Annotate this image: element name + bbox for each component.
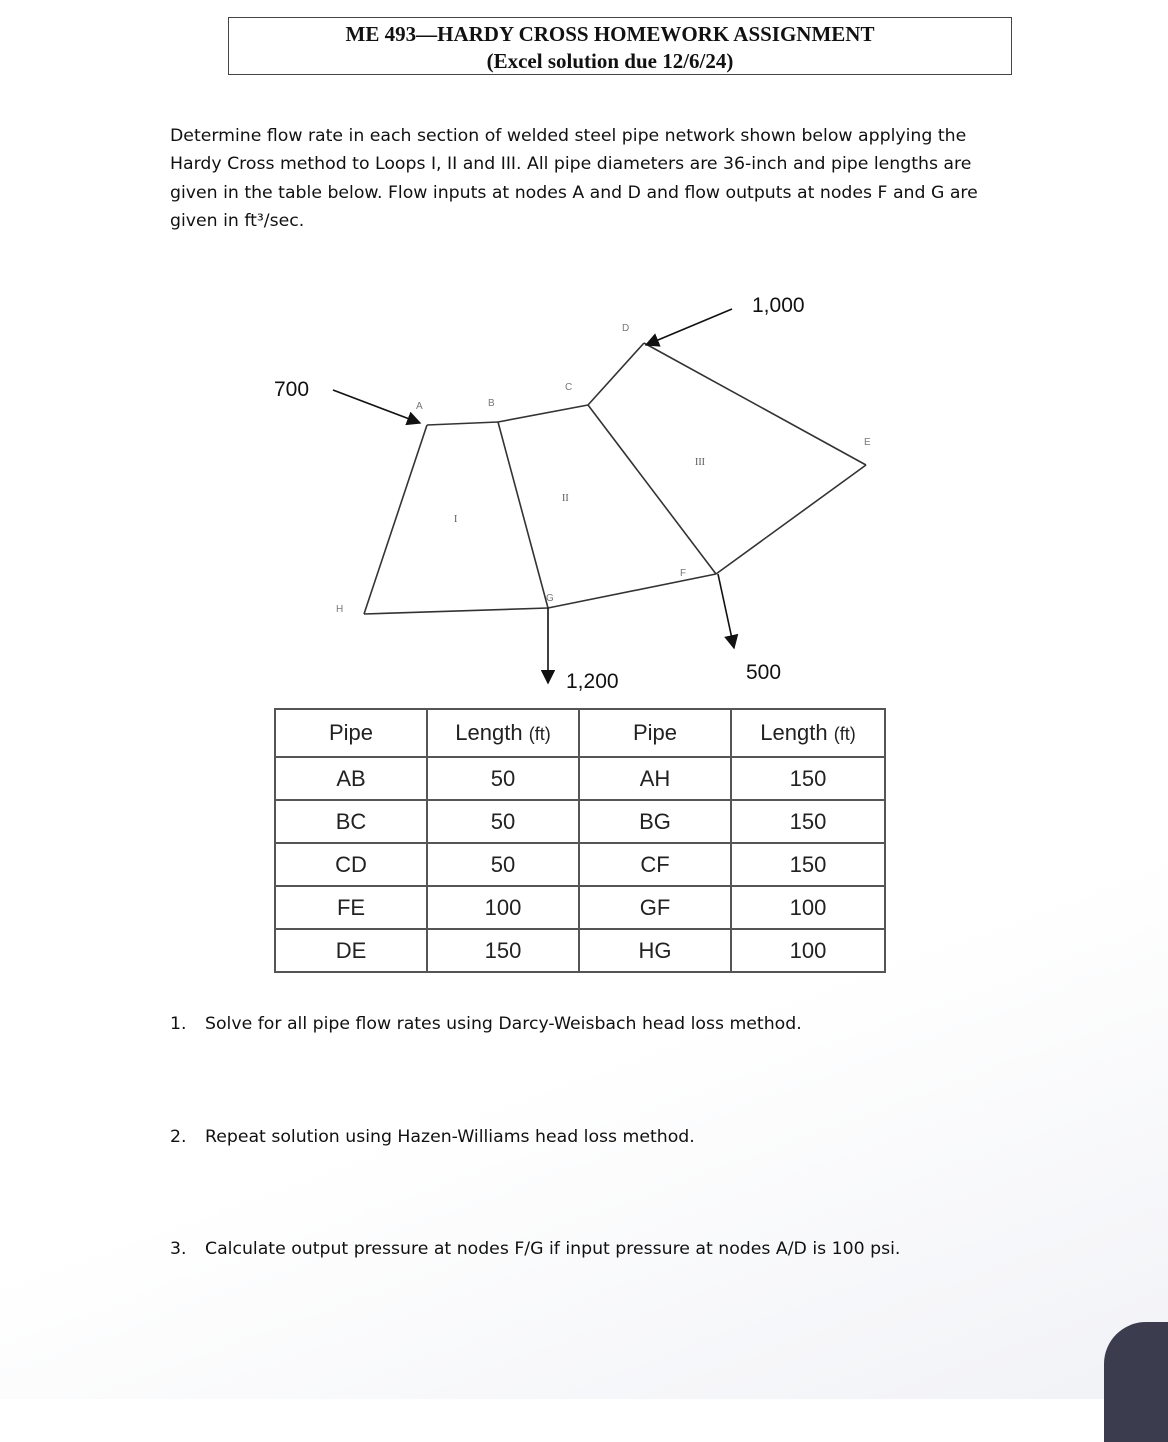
pipe-DE [644, 343, 866, 465]
header-length-2: Length (ft) [731, 709, 885, 757]
length-cell: 150 [731, 800, 885, 843]
flow-in-d-label: 1,000 [752, 294, 805, 317]
table-row [275, 886, 885, 929]
pipe-cell: HG [579, 929, 731, 972]
pipe-AB [427, 422, 498, 425]
pipe-BC [498, 405, 588, 422]
problem-statement: Determine flow rate in each section of welded steel pipe network shown below applying the Hardy Cross method to Loops I, II and III. All pipe diameters are 36-inch and pipe lengths are given in the table below. Flow inputs at nodes A and D and flow outputs at nodes F and G are given in ft³/sec. [170, 126, 978, 231]
outflow-f-arrow [718, 574, 734, 648]
length-cell: 100 [731, 886, 885, 929]
loop-label-1: I [454, 514, 458, 525]
node-label-a: A [416, 401, 423, 412]
node-label-g: G [546, 593, 554, 604]
pipe-cell: BC [275, 800, 427, 843]
pipe-cell: AH [579, 757, 731, 800]
task-item-3: 3. Calculate output pressure at nodes F/G if input pressure at nodes A/D is 100 psi. [170, 1239, 901, 1259]
node-label-f: F [680, 568, 687, 579]
flow-out-f-label: 500 [746, 661, 782, 684]
pipe-HG [364, 608, 548, 614]
pipe-CF [588, 405, 716, 574]
length-cell: 50 [427, 843, 579, 886]
pipe-network-diagram [0, 0, 1168, 700]
node-label-c: C [565, 382, 573, 393]
table-row [275, 800, 885, 843]
pipe-length-table [274, 708, 886, 973]
header-length-1: Length (ft) [427, 709, 579, 757]
pipe-cell: AB [275, 757, 427, 800]
task-item-2: 2. Repeat solution using Hazen-Williams head loss method. [170, 1127, 695, 1147]
loop-label-2: II [562, 493, 569, 504]
length-cell: 150 [731, 757, 885, 800]
task-text: Solve for all pipe flow rates using Darcy-Weisbach head loss method. [205, 1014, 802, 1034]
pipe-GF [548, 574, 716, 608]
pipe-AH [364, 425, 427, 614]
flow-in-a-label: 700 [274, 378, 310, 401]
assignment-due-date: (Excel solution due 12/6/24) [486, 49, 734, 73]
task-text: Repeat solution using Hazen-Williams head loss method. [205, 1127, 695, 1147]
pipe-cell: DE [275, 929, 427, 972]
pipe-cell: CF [579, 843, 731, 886]
pipe-cell: BG [579, 800, 731, 843]
pipe-CD [588, 343, 644, 405]
length-cell: 150 [427, 929, 579, 972]
corner-ui-element [1104, 1322, 1168, 1442]
pipe-BG [498, 422, 548, 608]
table-row [275, 757, 885, 800]
table-row [275, 843, 885, 886]
inflow-d-arrow [646, 309, 732, 345]
length-cell: 50 [427, 757, 579, 800]
length-cell: 150 [731, 843, 885, 886]
header-pipe-1: Pipe [275, 709, 427, 757]
task-text: Calculate output pressure at nodes F/G if input pressure at nodes A/D is 100 psi. [205, 1239, 901, 1259]
task-item-1: 1. Solve for all pipe flow rates using Darcy-Weisbach head loss method. [170, 1014, 802, 1034]
node-label-b: B [488, 398, 495, 409]
header-pipe-2: Pipe [579, 709, 731, 757]
inflow-a-arrow [333, 390, 420, 423]
pipe-cell: CD [275, 843, 427, 886]
length-cell: 100 [427, 886, 579, 929]
node-label-e: E [864, 437, 871, 448]
assignment-title: ME 493—HARDY CROSS HOMEWORK ASSIGNMENT [345, 22, 875, 46]
flow-out-g-label: 1,200 [566, 670, 619, 693]
pipe-FE [716, 465, 866, 574]
table-header-row [275, 709, 885, 757]
node-label-h: H [336, 604, 344, 615]
table-row [275, 929, 885, 972]
loop-label-3: III [695, 457, 705, 468]
length-cell: 100 [731, 929, 885, 972]
pipe-cell: GF [579, 886, 731, 929]
node-label-d: D [622, 323, 630, 334]
pipe-cell: FE [275, 886, 427, 929]
length-cell: 50 [427, 800, 579, 843]
